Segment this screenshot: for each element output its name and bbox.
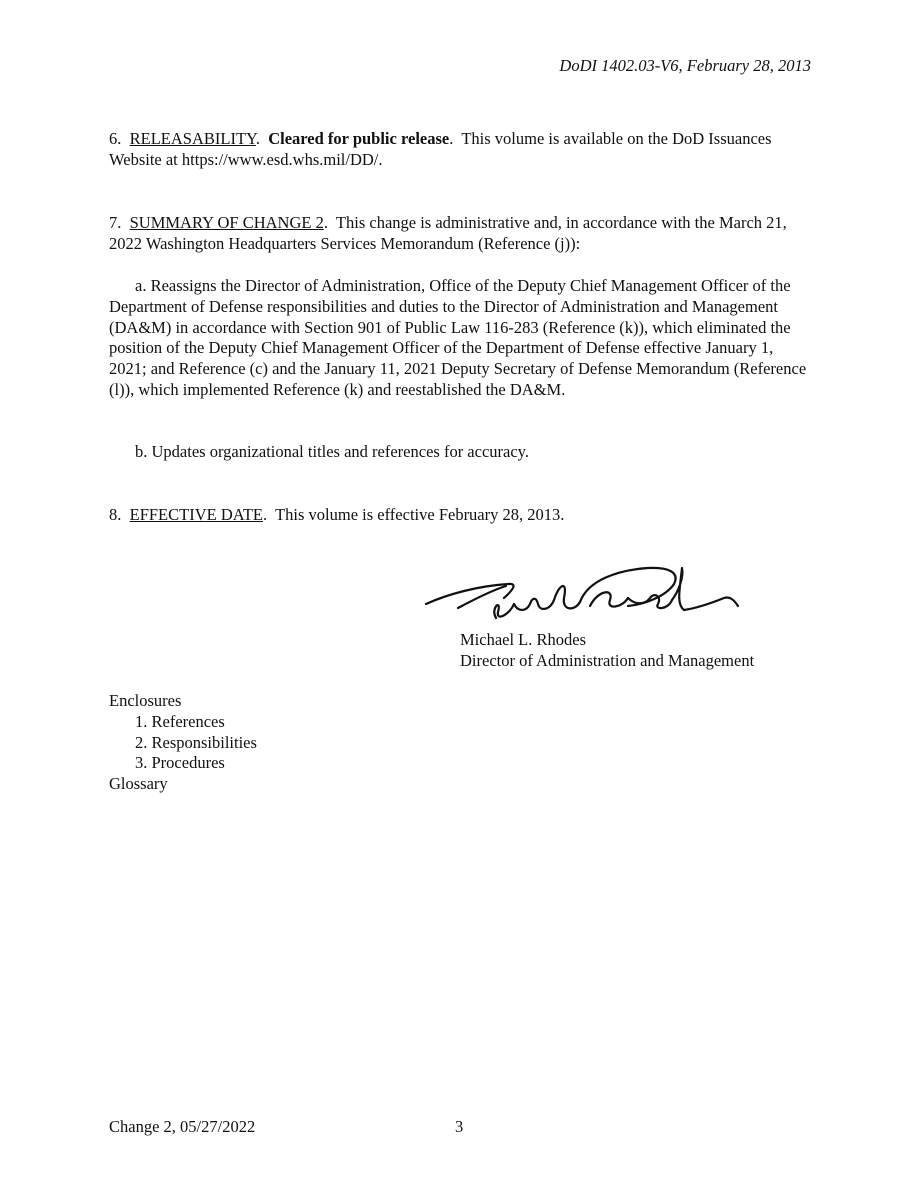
glossary-label: Glossary — [109, 774, 168, 794]
signature-block — [460, 629, 754, 671]
section-text: This volume is effective February 28, 2013. — [275, 505, 565, 524]
section-number: 7. — [109, 213, 122, 232]
enclosure-item: 3. Procedures — [135, 753, 225, 773]
section-heading: RELEASABILITY — [129, 129, 256, 148]
change-item-a: a. Reassigns the Director of Administration, Office of the Deputy Chief Management Officer of the Department of Defense responsibilities and duties to the Director of Administration and Management (DA&M) in accordance with Section 901 of Public Law 116-283 (Reference (k)), which eliminated the position of the Deputy Chief Management Officer of the Department of Defense effective January 1, 2021; and Reference (c) and the January 11, 2021 Deputy Secretary of Defense Memorandum (Reference (l)), which implemented Reference (k) and reestablished the DA&M. — [109, 276, 807, 399]
enclosure-item: 2. Responsibilities — [135, 732, 257, 752]
footer-change-date: Change 2, 05/27/2022 — [109, 1117, 256, 1136]
section-effective-date: 8. EFFECTIVE DATE. This volume is effective February 28, 2013. — [109, 505, 565, 524]
section-number: 8. — [109, 505, 122, 524]
section-releasability: 6. RELEASABILITY. Cleared for public release. This volume is available on the DoD Issuances Website at https://www.esd.whs.mil/DD/. — [109, 129, 772, 169]
section-summary-of-change: 7. SUMMARY OF CHANGE 2. This change is administrative and, in accordance with the March 21, 2022 Washington Headquarters Services Memorandum (Reference (j)): — [109, 213, 787, 253]
section-number: 6. — [109, 129, 122, 148]
signer-title: Director of Administration and Management — [460, 651, 755, 670]
enclosures-label: Enclosures — [109, 691, 182, 710]
section-text: This change is administrative and, in accordance with the March 21, 2022 Washington Headquarters Services Memorandum (Reference (j)): — [109, 213, 787, 253]
section-heading: SUMMARY OF CHANGE 2 — [129, 213, 324, 232]
running-header: DoDI 1402.03-V6, February 28, 2013 — [559, 56, 811, 75]
section-text: This volume is available on the DoD Issuances Website at https://www.esd.whs.mil/DD/. — [109, 129, 772, 169]
change-item-b: b. Updates organizational titles and references for accuracy. — [135, 442, 529, 461]
section-heading: EFFECTIVE DATE — [129, 505, 263, 524]
handwritten-signature — [418, 560, 748, 632]
release-statement: Cleared for public release — [268, 129, 450, 148]
page-number: 3 — [455, 1117, 464, 1136]
signer-name: Michael L. Rhodes — [460, 630, 587, 649]
enclosure-item: 1. References — [135, 711, 225, 731]
enclosures-list — [109, 691, 257, 795]
